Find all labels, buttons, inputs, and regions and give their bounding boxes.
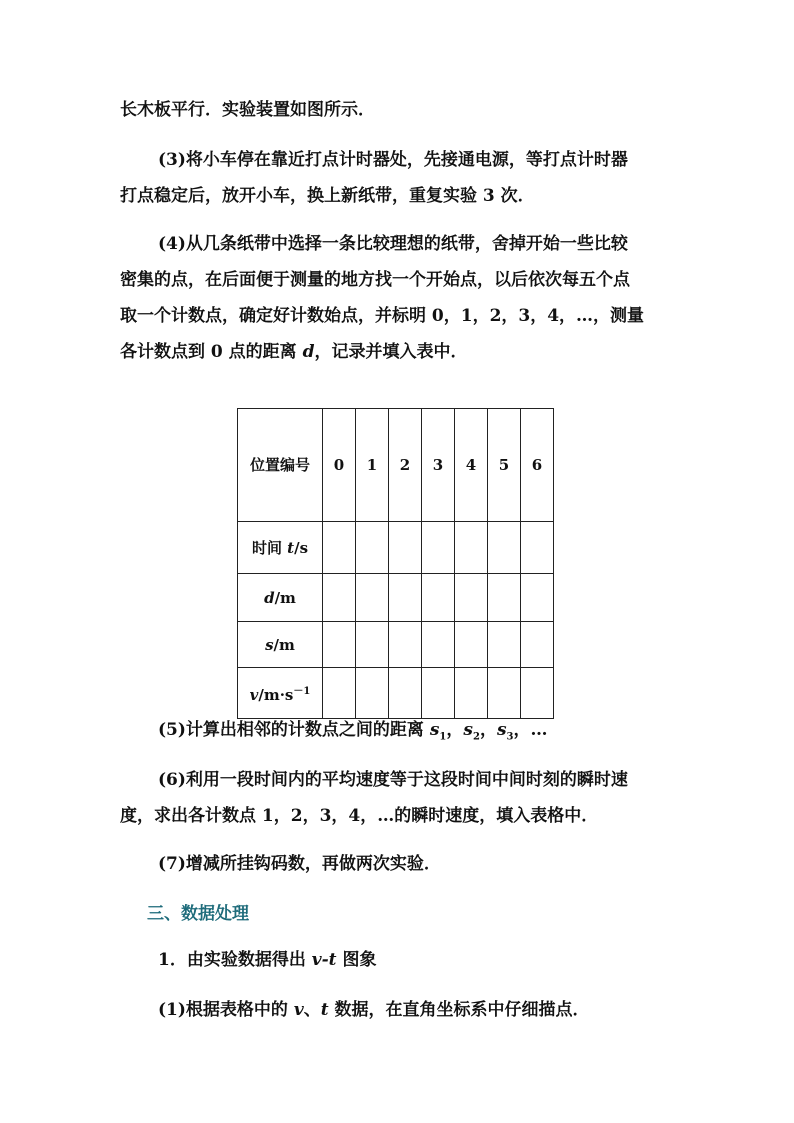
text: 取一个计数点，确定好计数始点，并标明 0，1，2，3，4，…，测量 <box>120 306 645 326</box>
cell <box>488 522 521 574</box>
paragraph-step-6 <box>120 762 680 798</box>
text: 密集的点，在后面便于测量的地方找一个开始点，以后依次每五个点 <box>120 270 630 290</box>
text: 数据，在直角坐标系中仔细描点． <box>328 1000 590 1020</box>
label-var: v <box>249 686 259 704</box>
cell <box>455 668 488 719</box>
measurement-table <box>237 408 554 719</box>
text: 图象 <box>336 950 377 970</box>
paragraph-step-4-line3 <box>120 298 680 334</box>
cell <box>455 522 488 574</box>
table-row-time <box>238 522 554 574</box>
row-label-time <box>238 522 323 574</box>
label-text: 时间 <box>251 539 288 557</box>
label-exponent: －1 <box>293 686 311 697</box>
subscript: 2 <box>472 731 480 743</box>
cell <box>422 574 455 622</box>
table-row-velocity <box>238 668 554 719</box>
text: 长木板平行．实验装置如图所示． <box>120 100 375 120</box>
variable-v: v <box>293 1000 304 1020</box>
variable-d: d <box>302 342 315 362</box>
text: 1．由实验数据得出 <box>158 950 312 970</box>
label-unit: /m <box>274 588 296 607</box>
text: 度，求出各计数点 1，2，3，4，…的瞬时速度，填入表格中． <box>120 806 599 826</box>
header-col-1: 1 <box>356 409 389 522</box>
cell <box>323 574 356 622</box>
separator: ， <box>479 720 497 740</box>
cell <box>521 522 554 574</box>
text: 各计数点到 0 点的距离 <box>120 342 303 362</box>
paragraph-step-7 <box>120 846 680 882</box>
paragraph-step-3 <box>120 142 680 178</box>
label-var: t <box>287 539 295 557</box>
subscript: 1 <box>439 731 447 743</box>
paragraph-step-3-cont <box>120 178 680 214</box>
label-unit: /s <box>294 539 309 557</box>
row-label-distance <box>238 574 323 622</box>
separator: 、 <box>303 1000 321 1020</box>
paragraph-step-4-line2 <box>120 262 680 298</box>
header-col-2: 2 <box>389 409 422 522</box>
cell <box>488 574 521 622</box>
cell <box>389 574 422 622</box>
cell <box>389 668 422 719</box>
variable-s: s <box>463 720 473 740</box>
text: 打点稳定后，放开小车，换上新纸带，重复实验 3 次． <box>120 186 535 206</box>
cell <box>521 574 554 622</box>
paragraph-intro <box>120 92 680 128</box>
label-unit: /m <box>273 635 295 654</box>
text: ，… <box>513 720 548 740</box>
header-col-4: 4 <box>455 409 488 522</box>
cell <box>356 522 389 574</box>
text: (3)将小车停在靠近打点计时器处，先接通电源，等打点计时器 <box>158 150 628 170</box>
cell <box>389 622 422 668</box>
table-row-segment <box>238 622 554 668</box>
header-label-text: 位置编号 <box>249 456 310 474</box>
label-var: d <box>264 588 275 607</box>
header-position-label <box>238 409 323 522</box>
cell <box>488 622 521 668</box>
paragraph-step-4 <box>120 226 680 262</box>
paragraph-step-6-cont <box>120 798 680 834</box>
cell <box>455 574 488 622</box>
subheading-1 <box>158 942 718 978</box>
text: (5)计算出相邻的计数点之间的距离 <box>158 720 430 740</box>
paragraph-step-5 <box>120 712 680 755</box>
row-label-segment <box>238 622 323 668</box>
header-col-6: 6 <box>521 409 554 522</box>
cell <box>323 522 356 574</box>
separator: ， <box>446 720 464 740</box>
cell <box>455 622 488 668</box>
text: (1)根据表格中的 <box>158 1000 294 1020</box>
cell <box>389 522 422 574</box>
table-row-distance <box>238 574 554 622</box>
paragraph-step-4-line4 <box>120 334 680 370</box>
text: (6)利用一段时间内的平均速度等于这段时间中间时刻的瞬时速 <box>158 770 628 790</box>
cell <box>356 574 389 622</box>
text: 三、数据处理 <box>147 904 249 924</box>
label-unit: /m·s <box>258 686 294 704</box>
header-col-3: 3 <box>422 409 455 522</box>
cell <box>521 622 554 668</box>
cell <box>488 668 521 719</box>
variable-vt: v-t <box>311 950 337 970</box>
subscript: 3 <box>506 731 514 743</box>
cell <box>521 668 554 719</box>
header-col-5: 5 <box>488 409 521 522</box>
header-col-0: 0 <box>323 409 356 522</box>
row-label-velocity <box>238 668 323 719</box>
variable-s: s <box>496 720 507 740</box>
cell <box>422 622 455 668</box>
text: (7)增减所挂钩码数，再做两次实验． <box>158 854 441 874</box>
section-heading <box>147 896 707 932</box>
variable-s: s <box>429 720 440 740</box>
text: (4)从几条纸带中选择一条比较理想的纸带，舍掉开始一些比较 <box>158 234 628 254</box>
cell <box>422 522 455 574</box>
label-var: s <box>265 635 274 654</box>
variable-t: t <box>320 1000 329 1020</box>
cell <box>323 668 356 719</box>
table-header-row <box>238 409 554 522</box>
cell <box>422 668 455 719</box>
cell <box>356 622 389 668</box>
text: ，记录并填入表中． <box>314 342 468 362</box>
cell <box>356 668 389 719</box>
paragraph-data-1 <box>120 992 680 1028</box>
cell <box>323 622 356 668</box>
